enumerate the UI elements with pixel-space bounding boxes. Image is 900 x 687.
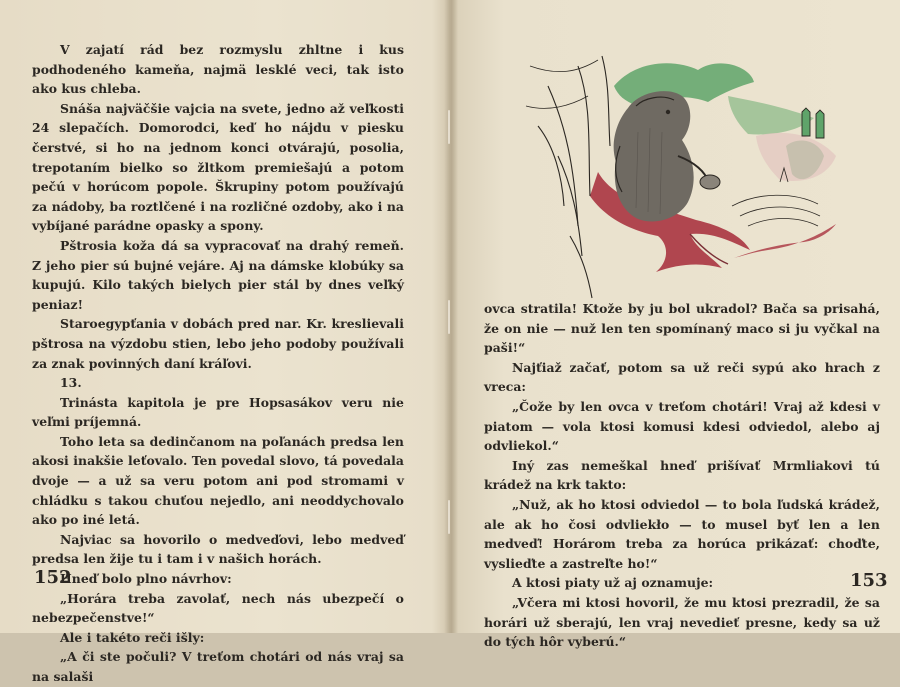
- bear-figure: [614, 91, 720, 221]
- pink-wash: [756, 133, 836, 181]
- paragraph: „Horára treba zavolať, nech nás ubezpečí o nebezpečenstve!“: [32, 590, 404, 626]
- page-number-left: 152: [34, 567, 72, 588]
- page-number-right: 153: [850, 570, 888, 591]
- hunter-figures: [802, 108, 824, 138]
- paragraph: Pštrosia koža dá sa vypracovať na drahý remeň. Z jeho pier sú bujné vejáre. Aj na dámske klobúky sa kupujú. Kilo takých bielych pier stál by dnes veľký peniaz!: [32, 237, 404, 312]
- paragraph: ovca stratila! Ktože by ju bol ukradol? Bača sa prisahá, že on nie — nuž len ten spomínaný maco si ju vyčkal na paši!“: [484, 301, 880, 356]
- binding-stitch: [448, 500, 450, 534]
- paragraph: V zajatí rád bez rozmyslu zhltne i kus podhodeného kameňa, najmä lesklé veci, tak isto ako kus chleba.: [32, 42, 404, 97]
- paragraph: Najťiaž začať, potom sa už reči sypú ako hrach z vreca:: [484, 359, 880, 395]
- paragraph: Hneď bolo plno návrhov:: [60, 571, 232, 587]
- paragraph: Najviac sa hovorilo o medveďovi, lebo medveď predsa len žije tu i tam i v našich horách.: [32, 531, 404, 567]
- paragraph: „Včera mi ktosi hovoril, že mu ktosi prezradil, že sa horári už sberajú, len vraj nevedieť presne, kedy sa už do tých hôr vyberú.“: [484, 594, 880, 650]
- paragraph: A ktosi piaty už aj oznamuje:: [512, 575, 714, 591]
- bear-in-forest-illustration: [518, 36, 858, 304]
- paragraph: „A či ste počuli? V treťom chotári od nás vraj sa na salaši: [32, 649, 404, 684]
- paragraph: „Nuž, ak ho ktosi odviedol — to bola ľudská krádež, ale ak ho čosi odvliekło — to musel byť len a len medveď! Horárom treba za horúca prikázať: choďte, vyslieďte a zastreľte ho!“: [484, 496, 880, 571]
- book-gutter: [444, 0, 458, 633]
- paragraph: „Čože by len ovca v treťom chotári! Vraj až kdesi v piatom — vola ktosi komusi kdesi odviedol, alebo aj odvliekol.“: [484, 398, 880, 454]
- paragraph: Toho leta sa dedinčanom na poľanách predsa len akosi inakšie leťovalo. Ten povedal slovo, tá povedala dvoje — a už sa veru potom ani pod stromami v chládku s takou chuťou nejedlo, ani neoddychovalo ako po iné letá.: [32, 433, 404, 528]
- left-page-text: [32, 40, 404, 687]
- binding-stitch: [448, 110, 450, 144]
- chapter-heading: 13.: [60, 375, 82, 391]
- paragraph: Snáša najväčšie vajcia na svete, jedno až veľkosti 24 slepačích. Domorodci, keď ho nájdu v piesku čerstvé, si ho na jednom konci otvárajú, posolia, trepotaním bielko so žltkom premiešajú a potom pečú v horúcom popole. Škrupiny potom používajú za nádoby, ba roztlčené i na rozličné ozdoby, ako i na vybíjané parádne opasky a spony.: [32, 100, 404, 234]
- right-page-text: [484, 299, 880, 652]
- paragraph: Ale i takéto reči išly:: [60, 629, 205, 645]
- binding-stitch: [448, 300, 450, 334]
- paragraph: Staroegypťania v dobách pred nar. Kr. kreslievali pštrosa na výzdobu stien, lebo jeho podoby používali za znak povinných daní kráľovi.: [32, 316, 404, 371]
- paragraph: Trinásta kapitola je pre Hopsasákov veru nie veľmi príjemná.: [32, 394, 404, 430]
- paragraph: Iný zas nemeškal hneď prišívať Mrmliakovi tú krádež na krk takto:: [484, 457, 880, 493]
